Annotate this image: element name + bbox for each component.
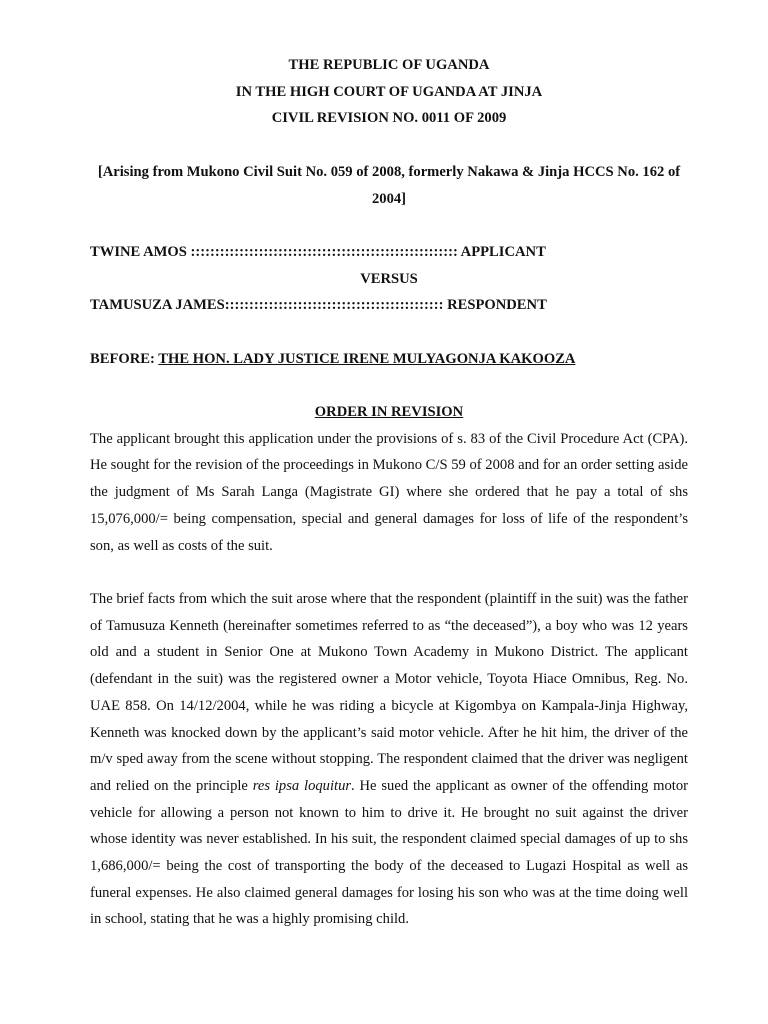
document-page	[90, 52, 688, 933]
heading-case-number: CIVIL REVISION NO. 0011 OF 2009	[271, 110, 507, 127]
respondent-line: TAMUSUZA JAMES::::::::::::::::::::::::::::::::::::::::::::: RESPONDENT	[90, 297, 547, 314]
heading-court: IN THE HIGH COURT OF UGANDA AT JINJA	[235, 83, 543, 100]
before-line	[90, 346, 688, 373]
paragraph-2-text-a: The brief facts from which the suit arose where that the respondent (plaintiff in the suit) was the father of Tamusuza Kenneth (hereinafter sometimes referred to as “the deceased”), a boy who was 12 years old and a student in Senior One at Mukono Town Academy in Mukono District. The applicant (defendant in the suit) was the registered owner a Motor vehicle, Toyota Hiace Omnibus, Reg. No. UAE 858. On 14/12/2004, while he was riding a bicycle at Kigombya on Kampala-Jinja Highway, Kenneth was knocked down by the applicant’s said motor vehicle. After he hit him, the driver of the m/v sped away from the scene without stopping. The respondent claimed that the driver was negligent and relied on the principle	[90, 590, 688, 794]
paragraph-2-text-b: . He sued the applicant as owner of the offending motor vehicle for allowing a person not known to him to drive it. He brought no suit against the driver whose identity was never established. In his suit, the respondent claimed special damages of up to shs 1,686,000/= being the cost of transporting the body of the deceased to Lugazi Hospital as well as funeral expenses. He also claimed general damages for losing his son who was at the time doing well in school, stating that he was a highly promising child.	[90, 777, 688, 928]
arising-from: [Arising from Mukono Civil Suit No. 059 of 2008, formerly Nakawa & Jinja HCCS No. 162 of 2004]	[97, 163, 681, 207]
paragraph-1: The applicant brought this application under the provisions of s. 83 of the Civil Procedure Act (CPA). He sought for the revision of the proceedings in Mukono C/S 59 of 2008 and for an order setting aside the judgment of Ms Sarah Langa (Magistrate GI) where she ordered that he pay a total of shs 15,076,000/= being compensation, special and general damages for loss of life of the respondent’s son, as well as costs of the suit.	[90, 430, 688, 554]
before-label: BEFORE:	[90, 350, 159, 367]
applicant-line: TWINE AMOS ::::::::::::::::::::::::::::::::::::::::::::::::::::::: APPLICANT	[90, 243, 546, 260]
judge-name: THE HON. LADY JUSTICE IRENE MULYAGONJA KAKOOZA	[158, 350, 576, 367]
paragraph-2	[90, 586, 688, 933]
heading-republic: THE REPUBLIC OF UGANDA	[288, 57, 490, 73]
order-title: ORDER IN REVISION	[314, 404, 464, 421]
versus-line: VERSUS	[360, 270, 418, 287]
paragraph-2-latin-phrase: res ipsa loquitur	[252, 777, 352, 794]
